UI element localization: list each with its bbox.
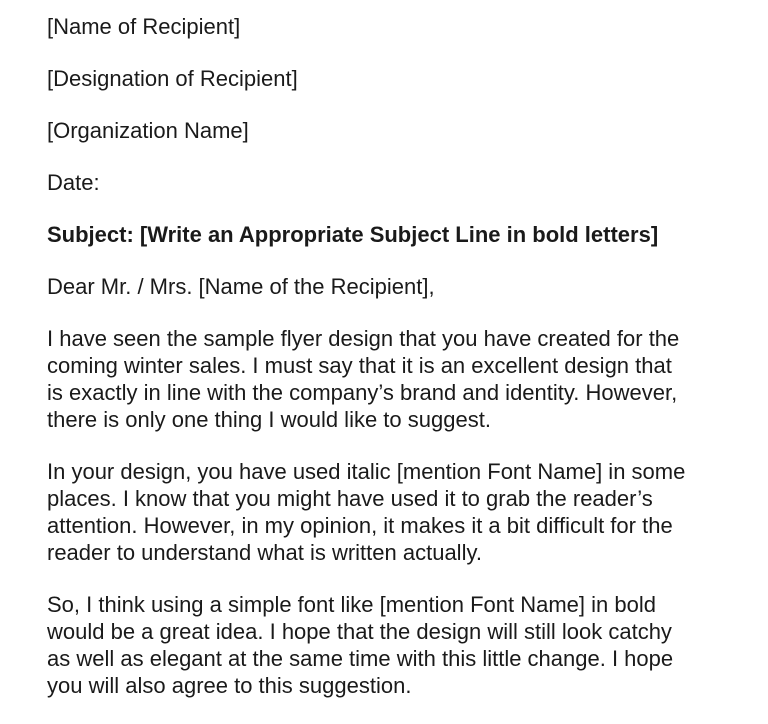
recipient-name: [Name of Recipient] bbox=[47, 14, 241, 39]
paragraph-line: there is only one thing I would like to suggest. bbox=[47, 407, 491, 432]
paragraph-line: you will also agree to this suggestion. bbox=[47, 673, 412, 698]
recipient-designation: [Designation of Recipient] bbox=[47, 66, 298, 91]
letter-body bbox=[47, 13, 747, 724]
paragraph-1 bbox=[47, 325, 747, 433]
paragraph-line: places. I know that you might have used it to grab the reader’s bbox=[47, 486, 653, 511]
salutation: Dear Mr. / Mrs. [Name of the Recipient], bbox=[47, 274, 435, 299]
paragraph-line: So, I think using a simple font like [mention Font Name] in bold bbox=[47, 592, 656, 617]
paragraph-line: would be a great idea. I hope that the design will still look catchy bbox=[47, 619, 672, 644]
subject-line: Subject: [Write an Appropriate Subject Line in bold letters] bbox=[47, 222, 659, 247]
paragraph-line: as well as elegant at the same time with this little change. I hope bbox=[47, 646, 674, 671]
paragraph-line: reader to understand what is written actually. bbox=[47, 540, 482, 565]
paragraph-line: In your design, you have used italic [mention Font Name] in some bbox=[47, 459, 686, 484]
paragraph-line: is exactly in line with the company’s brand and identity. However, bbox=[47, 380, 678, 405]
organization-name: [Organization Name] bbox=[47, 118, 249, 143]
paragraph-line: attention. However, in my opinion, it makes it a bit difficult for the bbox=[47, 513, 673, 538]
paragraph-3 bbox=[47, 591, 747, 699]
date-label: Date: bbox=[47, 170, 100, 195]
paragraph-line: I have seen the sample flyer design that you have created for the bbox=[47, 326, 680, 351]
paragraph-2 bbox=[47, 458, 747, 566]
paragraph-line: coming winter sales. I must say that it is an excellent design that bbox=[47, 353, 672, 378]
